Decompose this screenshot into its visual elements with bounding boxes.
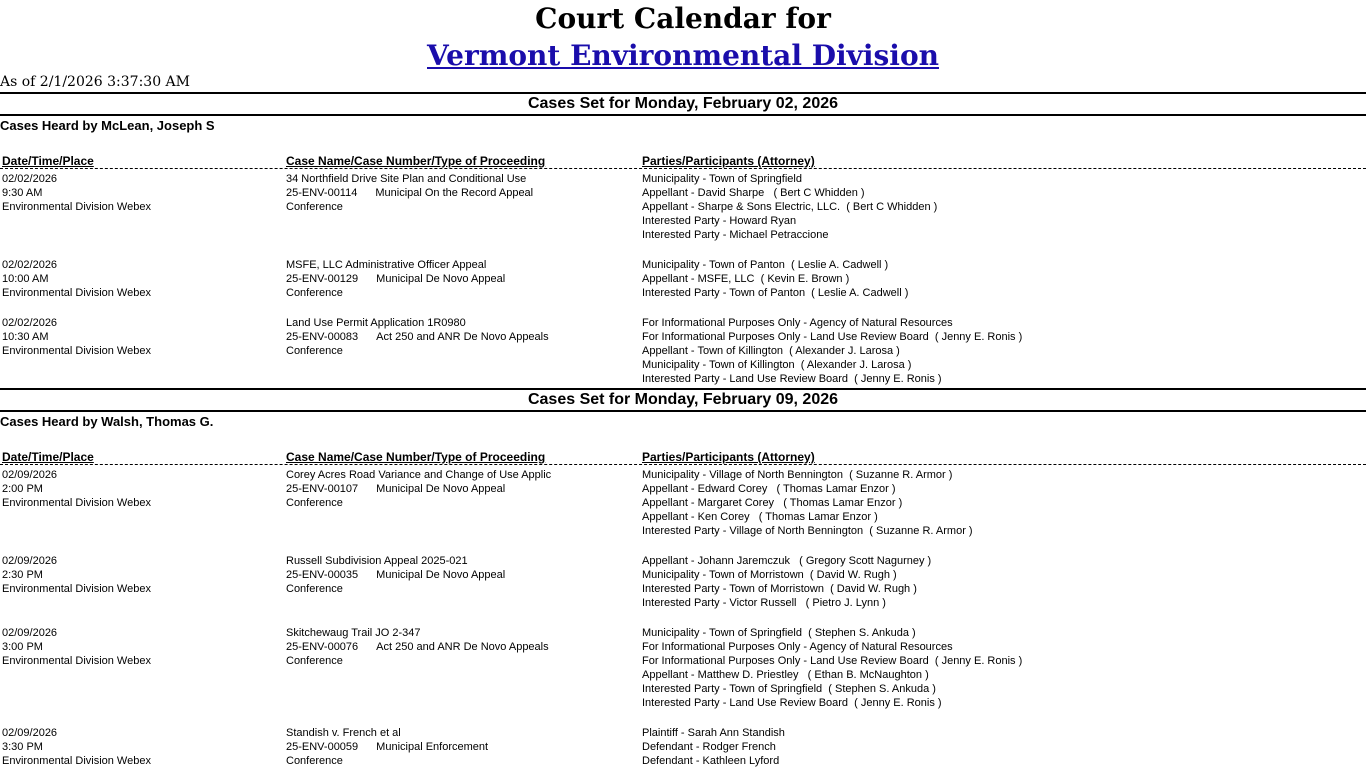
case-number-row — [286, 740, 488, 754]
case-time: 3:30 PM — [2, 741, 43, 753]
case-number-row — [286, 568, 505, 582]
case-date: 02/02/2026 — [2, 173, 58, 185]
party-item: Appellant - Sharpe & Sons Electric, LLC. ( Bert C Whidden ) — [642, 201, 938, 213]
party-item: Municipality - Town of Springfield — [642, 173, 802, 185]
proceeding-type: Conference — [286, 345, 343, 357]
case-number: 25-ENV-00083 — [286, 331, 359, 343]
case-place: Environmental Division Webex — [2, 201, 151, 213]
party-item: Interested Party - Land Use Review Board ( Jenny E. Ronis ) — [642, 373, 942, 385]
proceeding-type: Conference — [286, 497, 343, 509]
party-item: Municipality - Village of North Bennington ( Suzanne R. Armor ) — [642, 469, 953, 481]
division-link[interactable]: Vermont Environmental Division — [427, 39, 939, 72]
proceeding-type: Conference — [286, 755, 343, 767]
party-item: Municipality - Town of Panton ( Leslie A. Cadwell ) — [642, 259, 889, 271]
party-item: For Informational Purposes Only - Land Use Review Board ( Jenny E. Ronis ) — [642, 655, 1023, 667]
case-number: 25-ENV-00114 — [286, 187, 358, 199]
as-of-timestamp: As of 2/1/2026 3:37:30 AM — [0, 74, 190, 90]
party-item: Appellant - Town of Killington ( Alexander J. Larosa ) — [642, 345, 900, 357]
case-number-row — [286, 482, 505, 496]
column-header-case: Case Name/Case Number/Type of Proceeding — [286, 154, 546, 168]
party-item: Interested Party - Village of North Bennington ( Suzanne R. Armor ) — [642, 525, 973, 537]
case-date: 02/09/2026 — [2, 627, 58, 639]
case-time: 10:00 AM — [2, 273, 49, 285]
case-date: 02/02/2026 — [2, 259, 58, 271]
party-item: Municipality - Town of Killington ( Alexander J. Larosa ) — [642, 359, 912, 371]
party-item: Interested Party - Howard Ryan — [642, 215, 797, 227]
party-item: Appellant - Margaret Corey ( Thomas Lamar Enzor ) — [642, 497, 903, 509]
judge-heading: Cases Heard by Walsh, Thomas G. — [0, 414, 214, 429]
case-number: 25-ENV-00129 — [286, 273, 359, 285]
case-number-row — [286, 330, 549, 344]
column-header-date: Date/Time/Place — [2, 450, 94, 464]
column-header-divider — [0, 168, 1366, 169]
case-type: Municipal De Novo Appeal — [376, 273, 506, 285]
party-item: Appellant - Edward Corey ( Thomas Lamar Enzor ) — [642, 483, 896, 495]
case-place: Environmental Division Webex — [2, 583, 151, 595]
column-header-divider — [0, 464, 1366, 465]
party-item: Appellant - MSFE, LLC ( Kevin E. Brown ) — [642, 273, 850, 285]
party-item: Interested Party - Town of Panton ( Leslie A. Cadwell ) — [642, 287, 909, 299]
party-item: Interested Party - Town of Morristown ( David W. Rugh ) — [642, 583, 917, 595]
case-place: Environmental Division Webex — [2, 345, 151, 357]
proceeding-type: Conference — [286, 287, 343, 299]
judge-heading: Cases Heard by McLean, Joseph S — [0, 118, 215, 133]
case-name: MSFE, LLC Administrative Officer Appeal — [286, 259, 487, 271]
case-number: 25-ENV-00035 — [286, 569, 359, 581]
case-place: Environmental Division Webex — [2, 655, 151, 667]
case-name: Russell Subdivision Appeal 2025-021 — [286, 555, 468, 567]
case-number: 25-ENV-00076 — [286, 641, 359, 653]
day-header: Cases Set for Monday, February 02, 2026 — [527, 95, 839, 112]
case-number: 25-ENV-00107 — [286, 483, 359, 495]
day-divider-bottom — [0, 114, 1366, 116]
day-divider-top — [0, 388, 1366, 390]
party-item: Interested Party - Town of Springfield ( Stephen S. Ankuda ) — [642, 683, 936, 695]
party-item: For Informational Purposes Only - Land Use Review Board ( Jenny E. Ronis ) — [642, 331, 1023, 343]
case-number-row — [286, 640, 549, 654]
case-time: 10:30 AM — [2, 331, 49, 343]
day-divider-top — [0, 92, 1366, 94]
party-item: Appellant - Johann Jaremczuk ( Gregory Scott Nagurney ) — [642, 555, 932, 567]
case-date: 02/02/2026 — [2, 317, 58, 329]
case-type: Municipal Enforcement — [376, 741, 489, 753]
case-time: 3:00 PM — [2, 641, 43, 653]
party-item: Defendant - Kathleen Lyford — [642, 755, 780, 767]
court-division-title — [0, 40, 1366, 72]
case-number-row — [286, 272, 505, 286]
case-time: 9:30 AM — [2, 187, 43, 199]
case-name: Standish v. French et al — [286, 727, 401, 739]
party-item: For Informational Purposes Only - Agency of Natural Resources — [642, 641, 953, 653]
party-item: Municipality - Town of Springfield ( Stephen S. Ankuda ) — [642, 627, 916, 639]
party-item: Appellant - Ken Corey ( Thomas Lamar Enzor ) — [642, 511, 878, 523]
case-place: Environmental Division Webex — [2, 755, 151, 767]
page-title: Court Calendar for — [535, 2, 831, 35]
proceeding-type: Conference — [286, 201, 343, 213]
case-number: 25-ENV-00059 — [286, 741, 359, 753]
proceeding-type: Conference — [286, 655, 343, 667]
party-item: Appellant - Matthew D. Priestley ( Ethan B. McNaughton ) — [642, 669, 929, 681]
case-name: 34 Northfield Drive Site Plan and Conditional Use — [286, 173, 527, 185]
case-type: Municipal On the Record Appeal — [375, 187, 534, 199]
proceeding-type: Conference — [286, 583, 343, 595]
case-date: 02/09/2026 — [2, 469, 58, 481]
case-place: Environmental Division Webex — [2, 497, 151, 509]
case-type: Act 250 and ANR De Novo Appeals — [376, 641, 549, 653]
case-name: Corey Acres Road Variance and Change of Use Applic — [286, 469, 552, 481]
party-item: Defendant - Rodger French — [642, 741, 776, 753]
day-header: Cases Set for Monday, February 09, 2026 — [527, 391, 839, 408]
day-divider-bottom — [0, 410, 1366, 412]
party-item: Interested Party - Land Use Review Board ( Jenny E. Ronis ) — [642, 697, 942, 709]
case-number-row — [286, 186, 533, 200]
column-header-parties: Parties/Participants (Attorney) — [642, 154, 815, 168]
case-type: Act 250 and ANR De Novo Appeals — [376, 331, 549, 343]
case-time: 2:00 PM — [2, 483, 43, 495]
party-item: For Informational Purposes Only - Agency of Natural Resources — [642, 317, 953, 329]
party-item: Interested Party - Victor Russell ( Pietro J. Lynn ) — [642, 597, 886, 609]
case-name: Skitchewaug Trail JO 2-347 — [286, 627, 421, 639]
column-header-date: Date/Time/Place — [2, 154, 94, 168]
case-place: Environmental Division Webex — [2, 287, 151, 299]
case-date: 02/09/2026 — [2, 555, 58, 567]
case-type: Municipal De Novo Appeal — [376, 483, 506, 495]
party-item: Municipality - Town of Morristown ( David W. Rugh ) — [642, 569, 897, 581]
case-type: Municipal De Novo Appeal — [376, 569, 506, 581]
party-item: Appellant - David Sharpe ( Bert C Whidden ) — [642, 187, 865, 199]
case-date: 02/09/2026 — [2, 727, 58, 739]
column-header-case: Case Name/Case Number/Type of Proceeding — [286, 450, 546, 464]
case-time: 2:30 PM — [2, 569, 43, 581]
column-header-parties: Parties/Participants (Attorney) — [642, 450, 815, 464]
case-name: Land Use Permit Application 1R0980 — [286, 317, 466, 329]
party-item: Interested Party - Michael Petraccione — [642, 229, 829, 241]
party-item: Plaintiff - Sarah Ann Standish — [642, 727, 785, 739]
